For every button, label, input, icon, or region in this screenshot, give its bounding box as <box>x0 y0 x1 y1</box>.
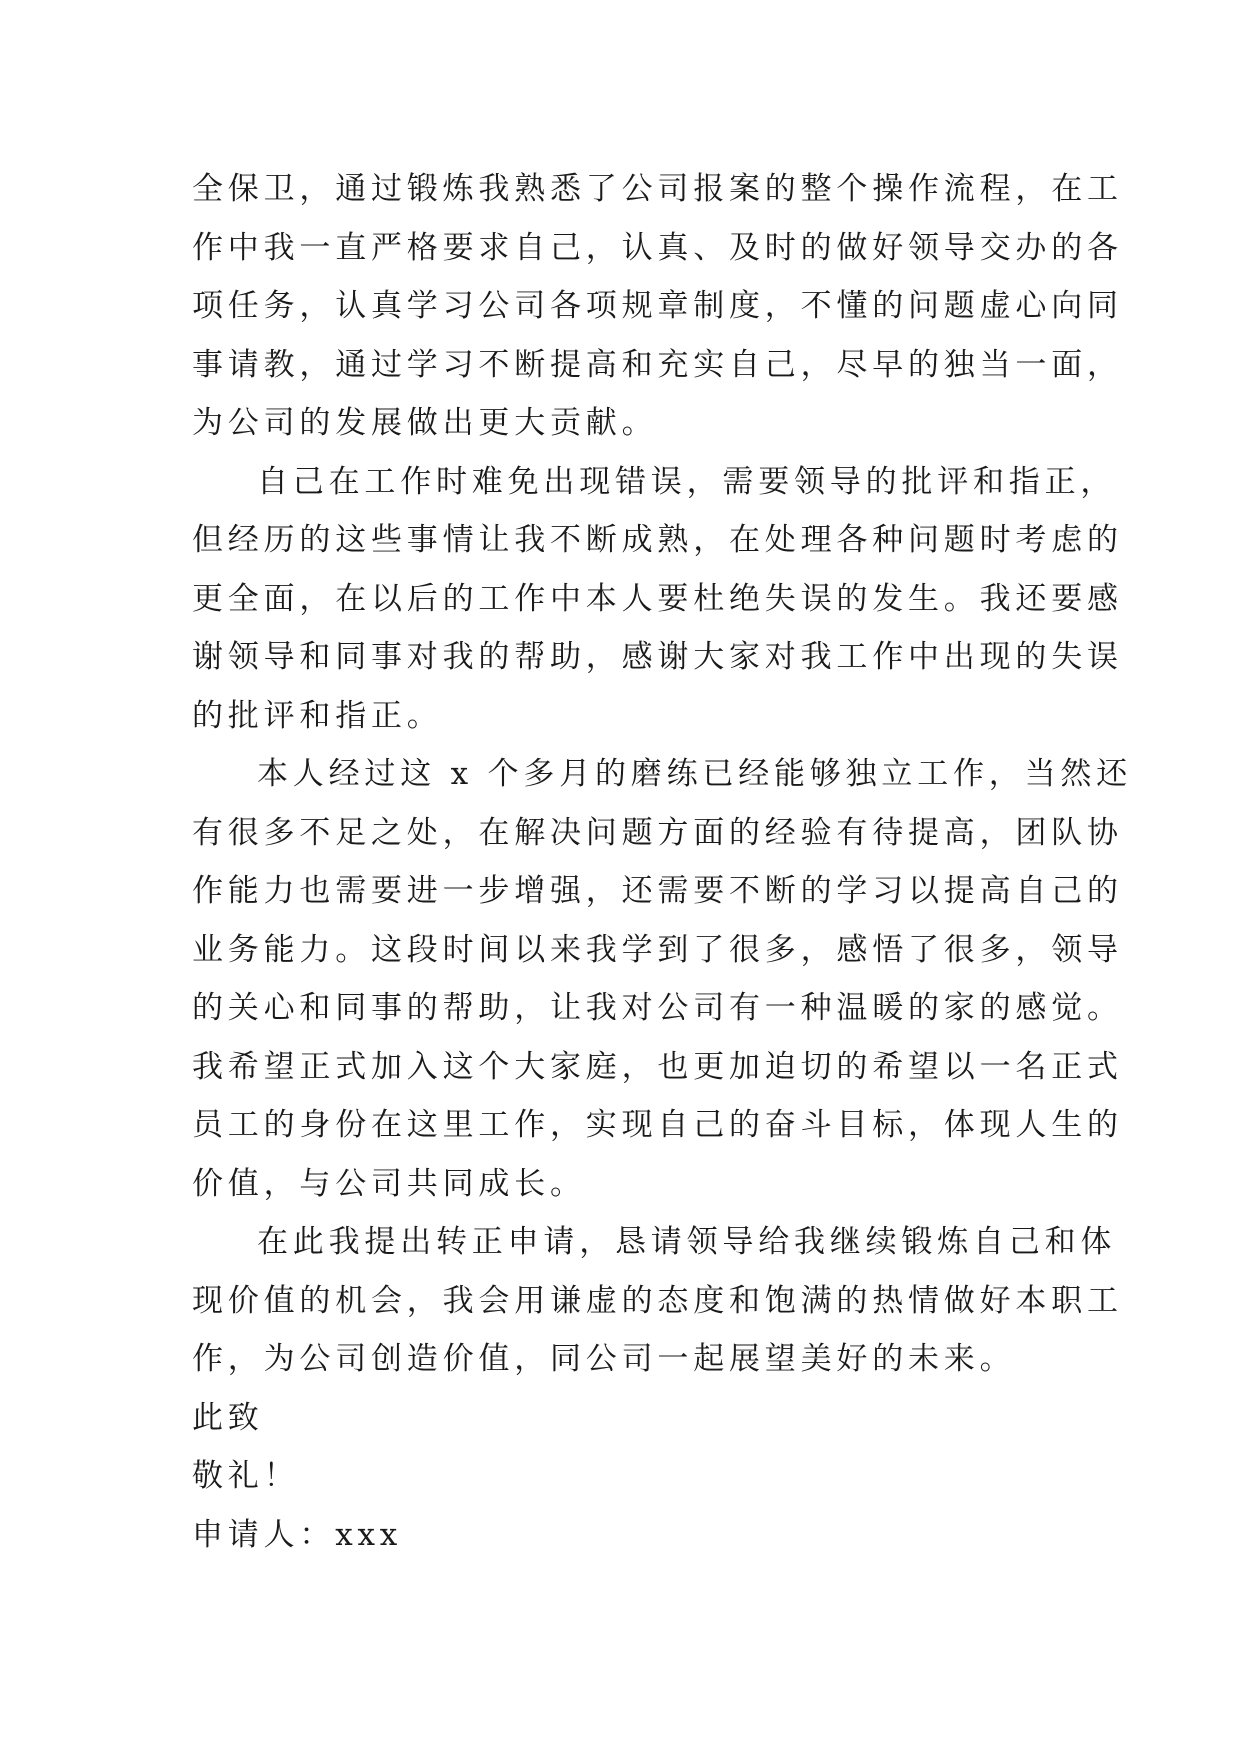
text-line: 项任务，认真学习公司各项规章制度，不懂的问题虚心向同 <box>192 288 1123 324</box>
text-line: 的关心和同事的帮助，让我对公司有一种温暖的家的感觉。 <box>192 990 1123 1026</box>
text-line: 现价值的机会，我会用谦虚的态度和饱满的热情做好本职工 <box>192 1282 1123 1319</box>
text-line: 员工的身份在这里工作，实现自己的奋斗目标，体现人生的 <box>192 1107 1123 1143</box>
text-line: 申请人：xxx <box>192 1516 403 1553</box>
text-line: 自己在工作时难免出现错误，需要领导的批评和指正， <box>257 463 1117 500</box>
text-line: 有很多不足之处，在解决问题方面的经验有待提高，团队协 <box>192 814 1123 851</box>
text-line: 作，为公司创造价值，同公司一起展望美好的未来。 <box>192 1341 1016 1377</box>
text-line: 作能力也需要进一步增强，还需要不断的学习以提高自己的 <box>192 873 1123 909</box>
text-line: 事请教，通过学习不断提高和充实自己，尽早的独当一面， <box>192 346 1123 383</box>
text-line: 敬礼！ <box>192 1458 300 1494</box>
text-line: 全保卫，通过锻炼我熟悉了公司报案的整个操作流程，在工 <box>192 171 1123 207</box>
text-line: 的批评和指正。 <box>192 697 443 734</box>
text-line: 价值，与公司共同成长。 <box>192 1165 586 1202</box>
text-line: 业务能力。这段时间以来我学到了很多，感悟了很多，领导 <box>192 931 1123 968</box>
text-line: 我希望正式加入这个大家庭，也更加迫切的希望以一名正式 <box>192 1048 1123 1085</box>
text-line: 为公司的发展做出更大贡献。 <box>192 405 658 441</box>
letter-body <box>192 160 1132 1564</box>
text-line: 本人经过这 x 个多月的磨练已经能够独立工作，当然还 <box>257 756 1132 792</box>
text-line: 更全面，在以后的工作中本人要杜绝失误的发生。我还要感 <box>192 580 1123 617</box>
text-line: 但经历的这些事情让我不断成熟，在处理各种问题时考虑的 <box>192 522 1123 558</box>
text-line: 在此我提出转正申请，恳请领导给我继续锻炼自己和体 <box>257 1224 1117 1260</box>
text-line: 此致 <box>192 1399 264 1436</box>
text-line: 谢领导和同事对我的帮助，感谢大家对我工作中出现的失误 <box>192 639 1123 675</box>
text-line: 作中我一直严格要求自己，认真、及时的做好领导交办的各 <box>192 229 1123 266</box>
